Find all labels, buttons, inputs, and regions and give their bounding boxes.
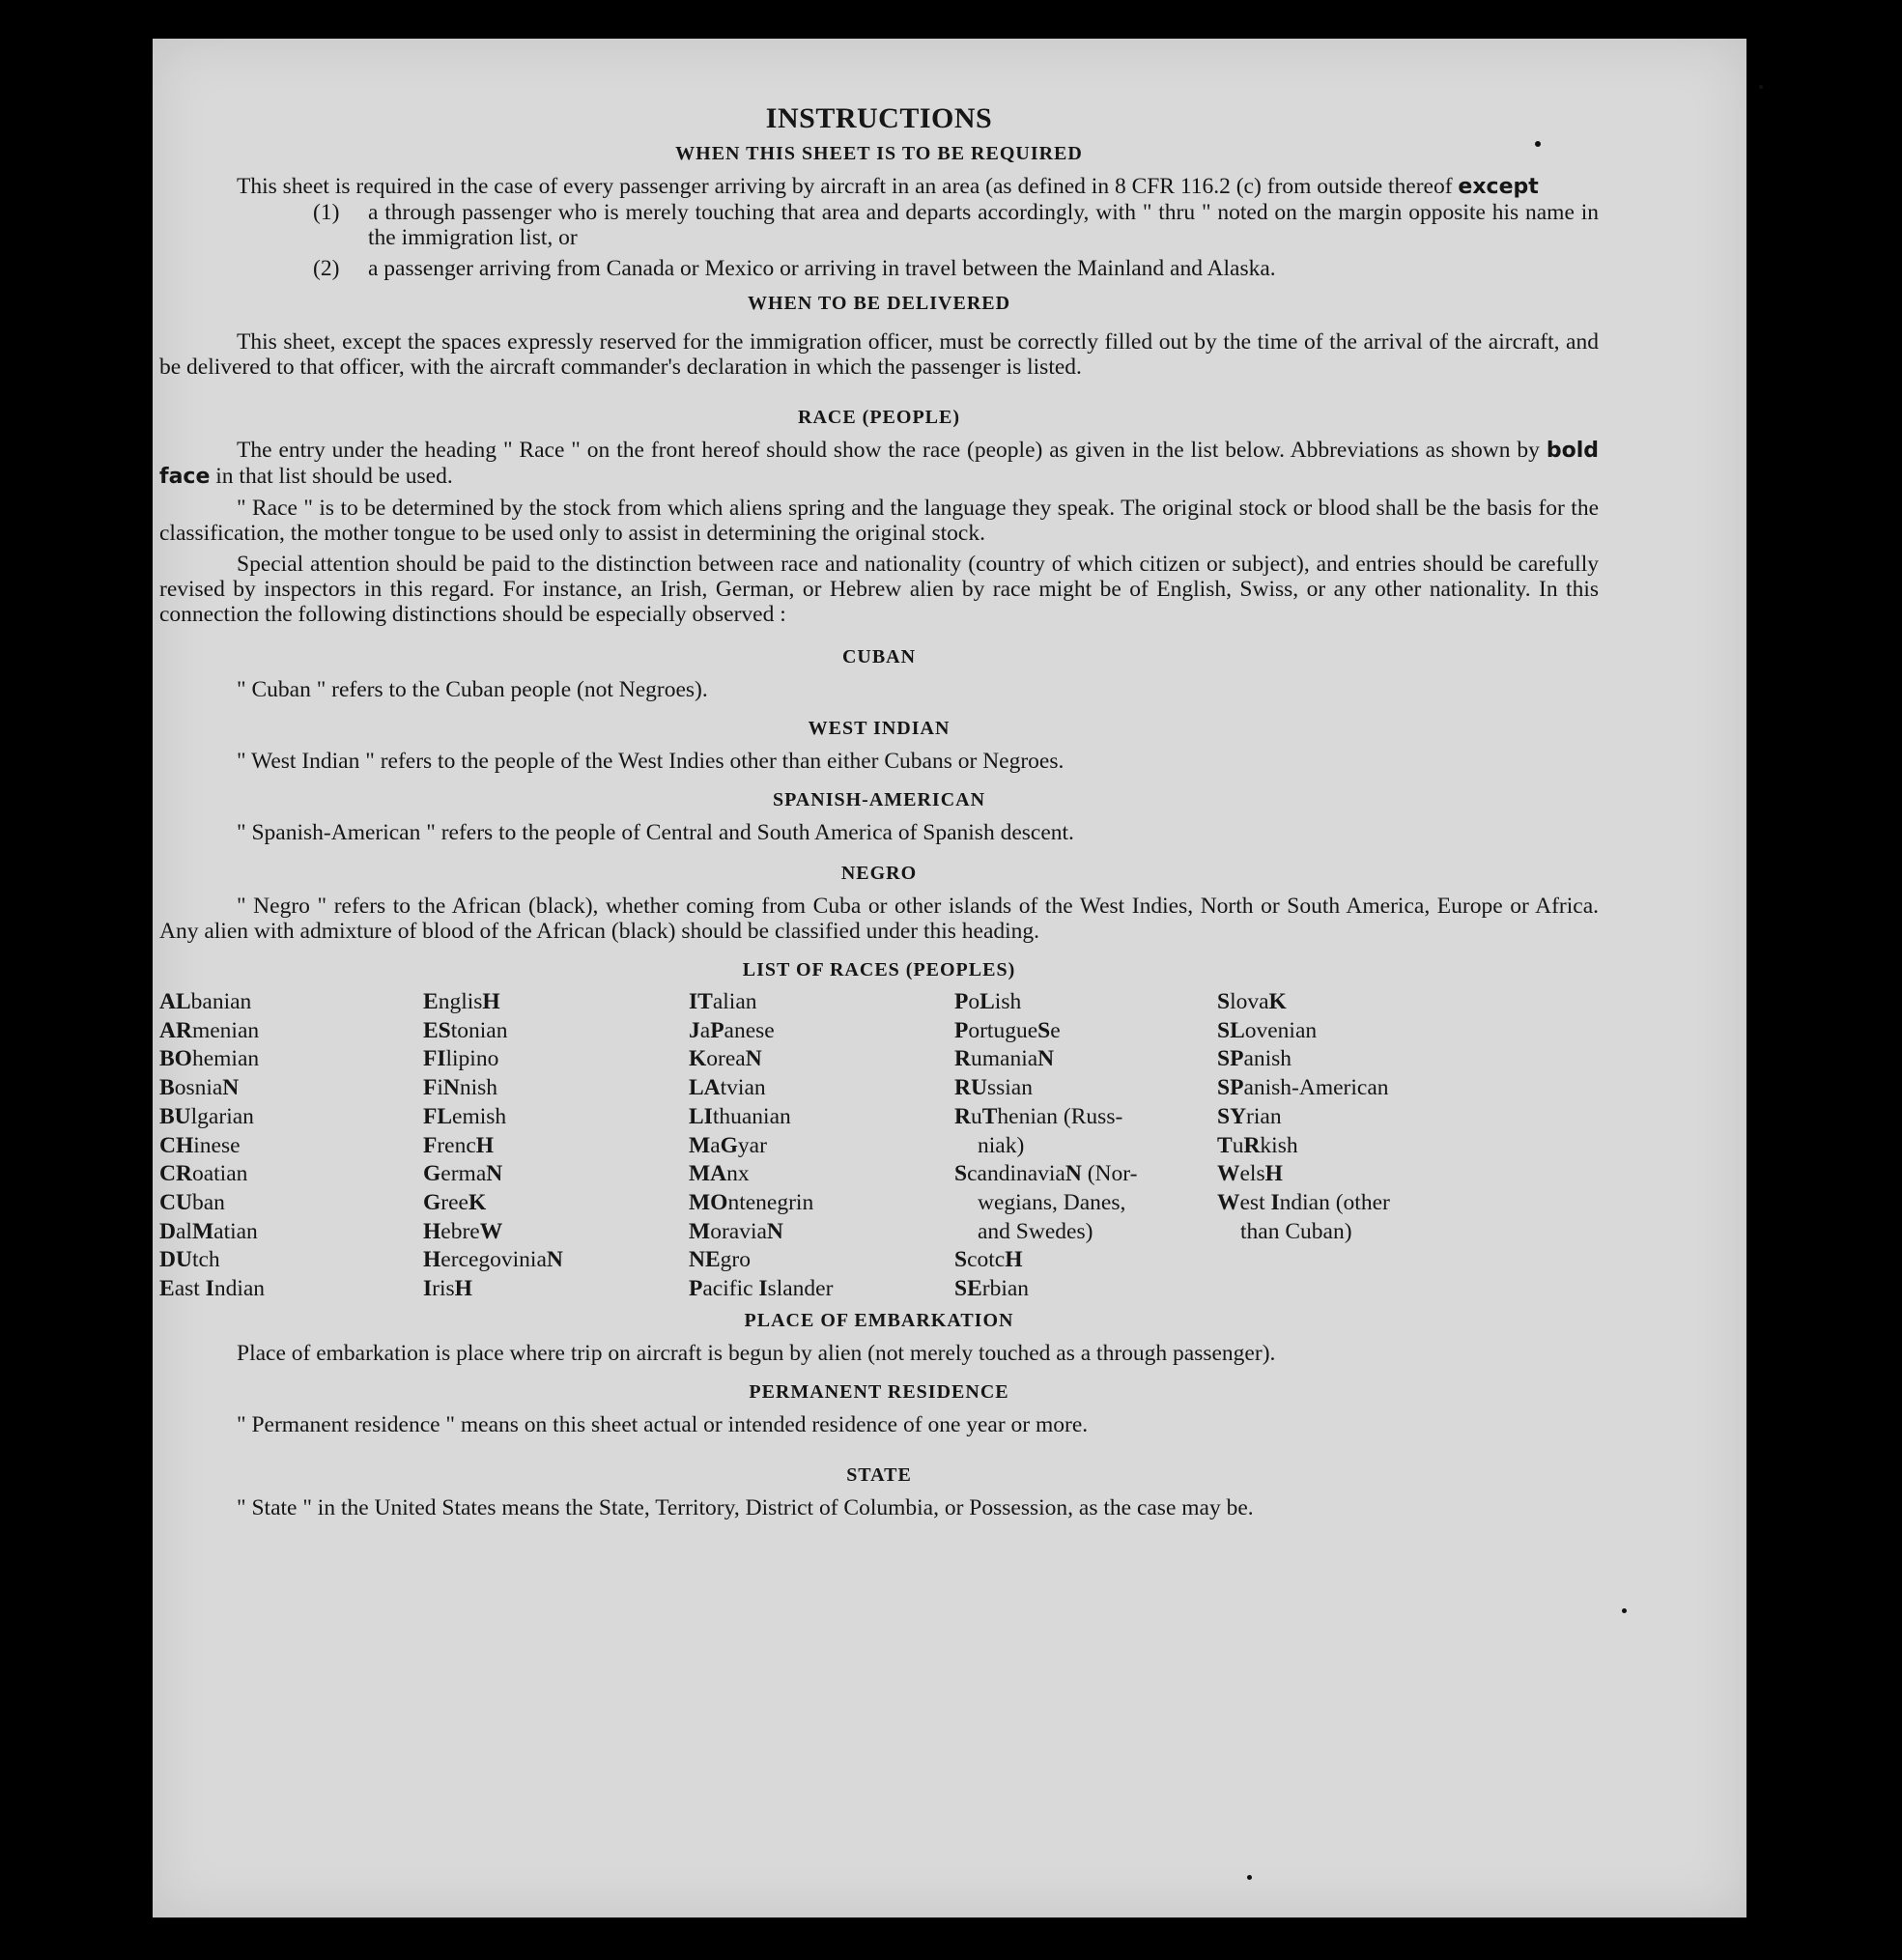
race-entry: [1217, 1103, 1441, 1132]
race-entry: [954, 1275, 1217, 1304]
race-abbreviation: S: [954, 1247, 968, 1273]
item-number: (1): [313, 200, 340, 225]
race-abbreviation: I: [758, 1276, 768, 1302]
race-abbreviation: R: [954, 1103, 971, 1129]
race-entry: [689, 988, 954, 1017]
race-abbreviation: E: [423, 989, 439, 1014]
section-heading: SPANISH-AMERICAN: [772, 789, 986, 810]
race-entry: [1217, 1017, 1441, 1046]
race-abbreviation: BO: [159, 1046, 192, 1072]
race-abbreviation: NE: [689, 1247, 721, 1273]
race-abbreviation: M: [689, 1218, 711, 1244]
race-abbreviation: L: [979, 989, 995, 1014]
race-text: ndian (other: [1279, 1189, 1390, 1215]
race-entry: [159, 1074, 423, 1103]
section-heading: STATE: [846, 1463, 912, 1486]
speck: [1759, 85, 1763, 89]
race-abbreviation: CR: [159, 1161, 192, 1187]
race-text: i: [437, 1075, 443, 1101]
race-abbreviation: H: [1005, 1247, 1023, 1273]
race-text: renc: [437, 1132, 476, 1158]
speck: [1247, 1875, 1252, 1880]
race-entry: [689, 1017, 954, 1046]
race-text: al: [175, 1218, 192, 1244]
race-abbreviation: H: [423, 1218, 441, 1244]
race-text: kish: [1260, 1132, 1298, 1158]
race-text: henian (Russ-: [997, 1103, 1123, 1129]
race-text: ntenegrin: [727, 1189, 814, 1215]
race-text: ish: [994, 989, 1022, 1014]
race-abbreviation: E: [159, 1276, 175, 1302]
race-abbreviation: H: [475, 1132, 495, 1158]
race-text: gro: [720, 1247, 751, 1273]
race-entry: [689, 1160, 954, 1189]
races-column: [1217, 988, 1441, 1304]
race-text: oravia: [710, 1218, 767, 1244]
race-abbreviation: N: [442, 1075, 460, 1101]
race-abbreviation: W: [1217, 1161, 1240, 1187]
race-text: tonian: [450, 1017, 508, 1043]
races-column: [159, 988, 423, 1304]
race-entry: [1217, 1132, 1441, 1161]
race-abbreviation: M: [191, 1218, 214, 1244]
race-abbreviation: N: [745, 1046, 762, 1072]
race-abbreviation: I: [205, 1276, 214, 1302]
race-abbreviation: R: [1243, 1132, 1261, 1158]
race-entry: [1217, 1189, 1441, 1218]
race-text: niak): [978, 1132, 1025, 1158]
race-entry: [689, 1132, 954, 1161]
race-abbreviation: S: [1037, 1017, 1051, 1043]
section-heading: PERMANENT RESIDENCE: [749, 1380, 1009, 1403]
list-item: [313, 256, 1599, 281]
race-abbreviation: T: [981, 1103, 998, 1129]
race-abbreviation: H: [454, 1276, 472, 1302]
emphasis: bold face: [159, 439, 1599, 489]
race-entry: [159, 1132, 423, 1161]
section-heading: RACE (PEOPLE): [798, 407, 960, 428]
race-text: emish: [452, 1103, 507, 1129]
section-heading: CUBAN: [841, 646, 917, 668]
page-title: INSTRUCTIONS: [765, 102, 993, 134]
race-text: ris: [432, 1276, 455, 1302]
race-entry: [159, 1218, 423, 1247]
race-abbreviation: H: [423, 1247, 441, 1273]
race-text: anish: [1243, 1046, 1292, 1072]
race-abbreviation: R: [954, 1046, 971, 1072]
race-entry: [1217, 988, 1441, 1017]
race-abbreviation: SE: [954, 1276, 982, 1302]
race-text: anese: [724, 1017, 775, 1043]
race-abbreviation: G: [720, 1132, 738, 1158]
race-abbreviation: SL: [1217, 1017, 1245, 1043]
race-text: nglis: [438, 989, 483, 1014]
list-item: [313, 200, 1599, 250]
race-text: ebre: [440, 1218, 480, 1244]
race-abbreviation: AR: [159, 1017, 192, 1043]
race-entry: [159, 1275, 423, 1304]
race-abbreviation: G: [423, 1161, 441, 1187]
paragraph: Special attention should be paid to the distinction between race and nationality (country of which citizen or subject), and entries should be carefully revised by inspectors in this regard. For instance, an Irish, German, or Hebrew alien by race might be of English, Swiss, or any other nationality. In this connection the following distinctions should be especially observed :: [159, 552, 1599, 627]
race-entry: [159, 1160, 423, 1189]
paragraph: [159, 174, 1599, 200]
item-number: (2): [313, 256, 340, 281]
race-entry: [159, 1103, 423, 1132]
race-abbreviation: IT: [689, 989, 713, 1014]
race-entry: [423, 1017, 689, 1046]
race-text: banian: [190, 989, 252, 1014]
race-text: est: [1239, 1189, 1271, 1215]
race-abbreviation: MA: [689, 1161, 727, 1187]
races-column: [423, 988, 689, 1304]
race-abbreviation: CH: [159, 1132, 194, 1158]
race-entry: [1217, 1160, 1441, 1189]
race-text: ortugue: [968, 1017, 1038, 1043]
race-entry: [954, 1074, 1217, 1103]
race-abbreviation: S: [1217, 989, 1231, 1014]
race-entry: [954, 1017, 1217, 1046]
race-abbreviation: W: [1217, 1189, 1240, 1215]
race-entry: [954, 1132, 1217, 1161]
race-abbreviation: D: [159, 1218, 176, 1244]
race-entry: [954, 1218, 1217, 1247]
race-abbreviation: CU: [159, 1189, 192, 1215]
races-column: [954, 988, 1217, 1304]
race-abbreviation: FI: [423, 1046, 446, 1072]
race-text: ban: [191, 1189, 225, 1215]
races-column: [689, 988, 954, 1304]
race-text: thuanian: [712, 1103, 791, 1129]
race-abbreviation: G: [423, 1189, 441, 1215]
race-entry: [423, 1160, 689, 1189]
race-text: slander: [767, 1276, 834, 1302]
race-text: osnia: [174, 1075, 223, 1101]
exception-list: [313, 200, 1599, 281]
race-entry: [954, 1045, 1217, 1074]
race-abbreviation: N: [1065, 1161, 1082, 1187]
section-heading: WEST INDIAN: [808, 718, 951, 739]
race-text: oatian: [191, 1161, 248, 1187]
race-abbreviation: P: [689, 1276, 703, 1302]
race-abbreviation: DU: [159, 1247, 192, 1273]
race-text: umania: [970, 1046, 1038, 1072]
race-text: menian: [191, 1017, 260, 1043]
race-entry: [423, 1103, 689, 1132]
race-entry: [1217, 1074, 1441, 1103]
race-entry: [954, 1103, 1217, 1132]
race-text: ndian: [213, 1276, 266, 1302]
race-text: inese: [193, 1132, 241, 1158]
race-text: and Swedes): [978, 1218, 1093, 1244]
race-text: e: [1050, 1017, 1061, 1043]
race-text: ssian: [986, 1075, 1033, 1101]
race-text: a: [710, 1132, 721, 1158]
race-abbreviation: W: [479, 1218, 503, 1244]
paragraph-text: The entry under the heading " Race " on the front hereof should show the race (people) as given in the list below. Abbreviations as shown by: [237, 438, 1540, 463]
paragraph: " Cuban " refers to the Cuban people (not Negroes).: [237, 677, 708, 702]
race-abbreviation: B: [159, 1075, 175, 1101]
races-list: [159, 988, 1599, 1304]
race-abbreviation: SY: [1217, 1103, 1247, 1129]
race-abbreviation: K: [689, 1046, 707, 1072]
race-text: alian: [712, 989, 757, 1014]
race-entry: [423, 1246, 689, 1275]
race-text: yar: [737, 1132, 767, 1158]
race-entry: [423, 1189, 689, 1218]
race-abbreviation: F: [423, 1132, 438, 1158]
race-text: a: [699, 1017, 711, 1043]
instructions-text: [159, 102, 1599, 1520]
race-text: ast: [174, 1276, 206, 1302]
race-abbreviation: H: [1264, 1161, 1283, 1187]
race-text: wegians, Danes,: [978, 1189, 1126, 1215]
race-abbreviation: FL: [423, 1103, 453, 1129]
race-text: u: [970, 1103, 982, 1129]
race-abbreviation: S: [954, 1161, 968, 1187]
race-entry: [159, 988, 423, 1017]
race-entry: [159, 1189, 423, 1218]
paragraph: [159, 438, 1599, 490]
race-text: ercegovinia: [440, 1247, 547, 1273]
item-text: a passenger arriving from Canada or Mexico or arriving in travel between the Mainland and Alaska.: [368, 256, 1276, 281]
race-text: atian: [213, 1218, 258, 1244]
race-abbreviation: ES: [423, 1017, 451, 1043]
race-abbreviation: RU: [954, 1075, 987, 1101]
race-entry: [689, 1189, 954, 1218]
race-text: than Cuban): [1240, 1218, 1352, 1244]
race-text: lgarian: [190, 1103, 254, 1129]
race-abbreviation: LI: [689, 1103, 713, 1129]
race-text: acific: [702, 1276, 759, 1302]
race-abbreviation: J: [689, 1017, 700, 1043]
race-text: lipino: [445, 1046, 499, 1072]
race-entry: [1217, 1218, 1441, 1247]
race-entry: [689, 1218, 954, 1247]
race-text: u: [1232, 1132, 1244, 1158]
race-text: tch: [191, 1247, 220, 1273]
race-text: nx: [726, 1161, 750, 1187]
paragraph: " West Indian " refers to the people of the West Indies other than either Cubans or Negroes.: [237, 749, 1065, 774]
race-abbreviation: N: [546, 1247, 563, 1273]
section-heading: WHEN THIS SHEET IS TO BE REQUIRED: [675, 143, 1083, 164]
race-abbreviation: K: [1268, 989, 1287, 1014]
race-entry: [689, 1045, 954, 1074]
race-abbreviation: LA: [689, 1075, 721, 1101]
race-entry: [689, 1103, 954, 1132]
paragraph-text: in that list should be used.: [215, 464, 453, 489]
race-entry: [423, 1132, 689, 1161]
race-abbreviation: BU: [159, 1103, 191, 1129]
race-entry: [689, 1275, 954, 1304]
race-entry: [423, 988, 689, 1017]
race-abbreviation: I: [1270, 1189, 1280, 1215]
race-text: hemian: [191, 1046, 260, 1072]
race-abbreviation: N: [486, 1161, 503, 1187]
race-text: rbian: [981, 1276, 1030, 1302]
race-entry: [1217, 1045, 1441, 1074]
race-entry: [159, 1246, 423, 1275]
paragraph: " State " in the United States means the State, Territory, District of Columbia, or Possession, as the case may be.: [237, 1494, 1254, 1520]
race-abbreviation: P: [954, 989, 969, 1014]
paragraph: " Negro " refers to the African (black), whether coming from Cuba or other islands of the West Indies, North or South America, Europe or Africa. Any alien with admixture of blood of the African (black) should be classified under this heading.: [159, 894, 1599, 944]
race-entry: [159, 1045, 423, 1074]
race-abbreviation: SP: [1217, 1046, 1244, 1072]
section-heading: LIST OF RACES (PEOPLES): [742, 959, 1016, 980]
race-text: anish-American: [1243, 1075, 1389, 1101]
section-heading: NEGRO: [840, 863, 918, 884]
race-abbreviation: AL: [159, 989, 191, 1014]
race-text: (Nor-: [1081, 1161, 1138, 1187]
paragraph: Place of embarkation is place where trip on aircraft is begun by alien (not merely touched as a through passenger).: [237, 1340, 1276, 1366]
race-text: orea: [706, 1046, 746, 1072]
race-text: ree: [440, 1189, 468, 1215]
race-text: cotc: [967, 1247, 1006, 1273]
race-entry: [954, 1160, 1217, 1189]
race-text: tvian: [720, 1075, 766, 1101]
race-text: lova: [1230, 989, 1269, 1014]
race-entry: [423, 1218, 689, 1247]
race-entry: [159, 1017, 423, 1046]
race-entry: [954, 1246, 1217, 1275]
race-text: erma: [440, 1161, 487, 1187]
paragraph-text: This sheet is required in the case of every passenger arriving by aircraft in an area (as defined in 8 CFR 116.2 (c) from outside thereof: [237, 174, 1453, 199]
race-entry: [423, 1275, 689, 1304]
paragraph: This sheet, except the spaces expressly reserved for the immigration officer, must be correctly filled out by the time of the arrival of the aircraft, and be delivered to that officer, with the aircraft commander's declaration in which the passenger is listed.: [159, 329, 1599, 380]
race-text: els: [1239, 1161, 1265, 1187]
race-abbreviation: T: [1217, 1132, 1233, 1158]
race-entry: [689, 1074, 954, 1103]
race-abbreviation: F: [423, 1075, 438, 1101]
paragraph: " Permanent residence " means on this sheet actual or intended residence of one year or more.: [237, 1411, 1089, 1437]
race-text: o: [968, 989, 980, 1014]
paragraph: " Spanish-American " refers to the people of Central and South America of Spanish descent.: [237, 820, 1074, 845]
race-entry: [954, 1189, 1217, 1218]
paragraph: " Race " is to be determined by the stock from which aliens spring and the language they speak. The original stock or blood shall be the basis for the classification, the mother tongue to be used only to assist in determining the original stock.: [159, 496, 1599, 546]
race-abbreviation: N: [1037, 1046, 1055, 1072]
race-abbreviation: SP: [1217, 1075, 1244, 1101]
speck: [1622, 1608, 1627, 1613]
emphasis: except: [1458, 175, 1539, 199]
race-abbreviation: MO: [689, 1189, 728, 1215]
race-abbreviation: K: [468, 1189, 487, 1215]
race-abbreviation: M: [689, 1132, 711, 1158]
section-heading: PLACE OF EMBARKATION: [744, 1309, 1014, 1331]
race-text: candinavia: [967, 1161, 1065, 1187]
race-abbreviation: P: [954, 1017, 969, 1043]
race-entry: [954, 988, 1217, 1017]
race-text: nish: [459, 1075, 498, 1101]
race-entry: [689, 1246, 954, 1275]
section-heading: WHEN TO BE DELIVERED: [747, 293, 1011, 314]
race-text: rian: [1246, 1103, 1282, 1129]
race-abbreviation: I: [423, 1276, 433, 1302]
race-abbreviation: N: [222, 1075, 240, 1101]
race-abbreviation: N: [766, 1218, 783, 1244]
item-text: a through passenger who is merely touching that area and departs accordingly, with " thru " noted on the margin opposite his name in the immigration list, or: [368, 200, 1599, 250]
race-text: ovenian: [1244, 1017, 1318, 1043]
race-entry: [423, 1045, 689, 1074]
race-abbreviation: H: [482, 989, 500, 1014]
race-entry: [423, 1074, 689, 1103]
race-abbreviation: P: [710, 1017, 724, 1043]
